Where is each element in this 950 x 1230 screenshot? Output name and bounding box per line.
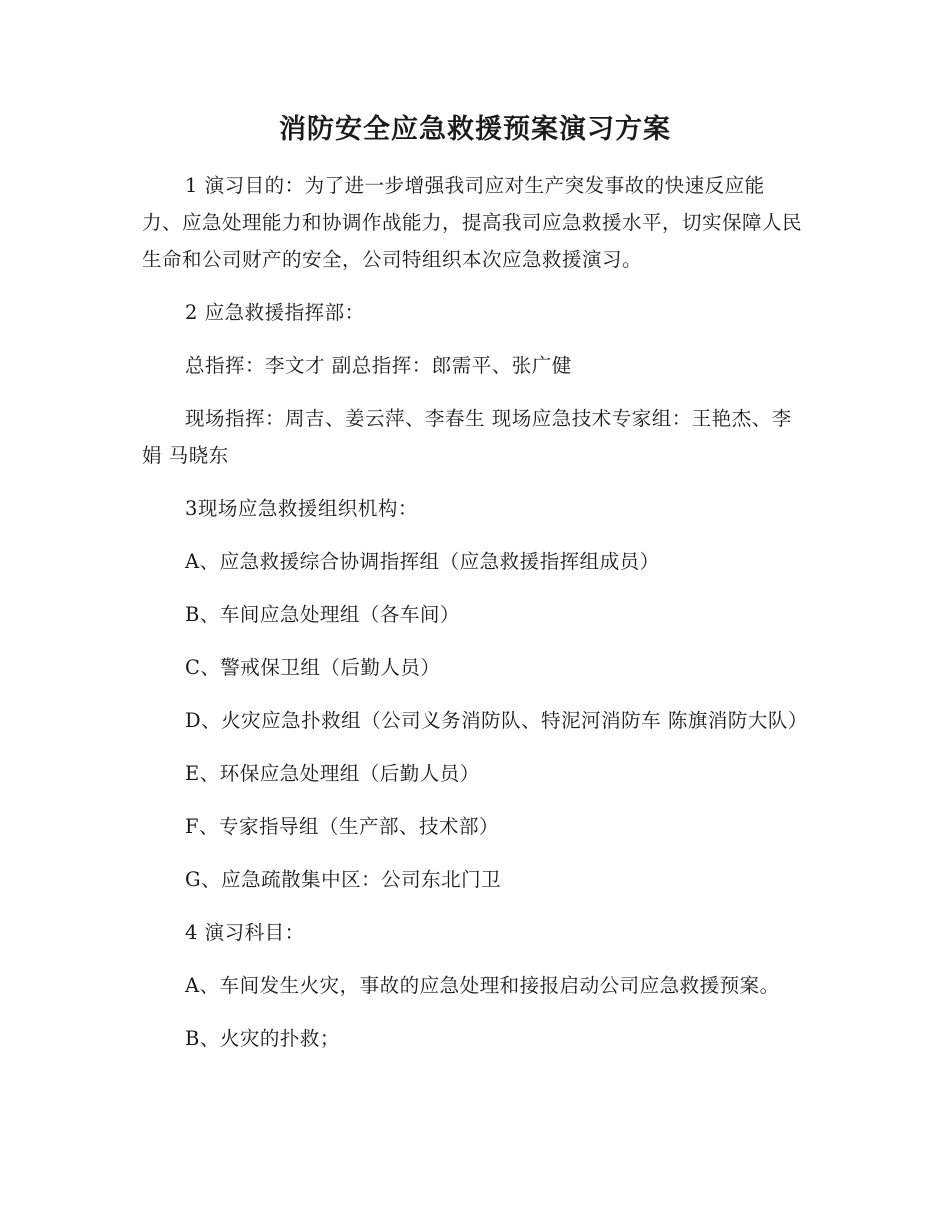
paragraph-command-heading: 2 应急救援指挥部： (185, 301, 365, 324)
paragraph-group-b: B、车间应急处理组（各车间） (185, 603, 460, 626)
paragraph-drill-subjects-heading: 4 演习科目： (185, 921, 305, 944)
paragraph-group-a: A、应急救援综合协调指挥组（应急救援指挥组成员） (185, 550, 660, 573)
paragraph-organization-heading: 3现场应急救援组织机构： (185, 497, 418, 520)
paragraph-group-c: C、警戒保卫组（后勤人员） (185, 656, 441, 679)
paragraph-field-command: 现场指挥：周吉、姜云萍、李春生 现场应急技术专家组：王艳杰、李娟 马晓东 (142, 407, 792, 467)
paragraph-purpose: 1 演习目的：为了进一步增强我司应对生产突发事故的快速反应能力、应急处理能力和协调作战能力，提高我司应急救援水平，切实保障人民生命和公司财产的安全，公司特组织本次应急救援演习。 (142, 174, 803, 271)
document-body (142, 167, 808, 1073)
paragraph-group-g: G、应急疏散集中区：公司东北门卫 (185, 868, 502, 891)
paragraph-subject-b: B、火灾的扑救； (185, 1027, 340, 1050)
document-title: 消防安全应急救援预案演习方案 (279, 114, 671, 145)
paragraph-group-f: F、专家指导组（生产部、技术部） (185, 815, 500, 838)
paragraph-commanders: 总指挥：李文才 副总指挥：郎需平、张广健 (185, 354, 572, 377)
paragraph-group-d: D、火灾应急扑救组（公司义务消防队、特泥河消防车 陈旗消防大队） (185, 709, 808, 732)
paragraph-subject-a: A、车间发生火灾，事故的应急处理和接报启动公司应急救援预案。 (185, 974, 780, 997)
paragraph-group-e: E、环保应急处理组（后勤人员） (185, 762, 480, 785)
